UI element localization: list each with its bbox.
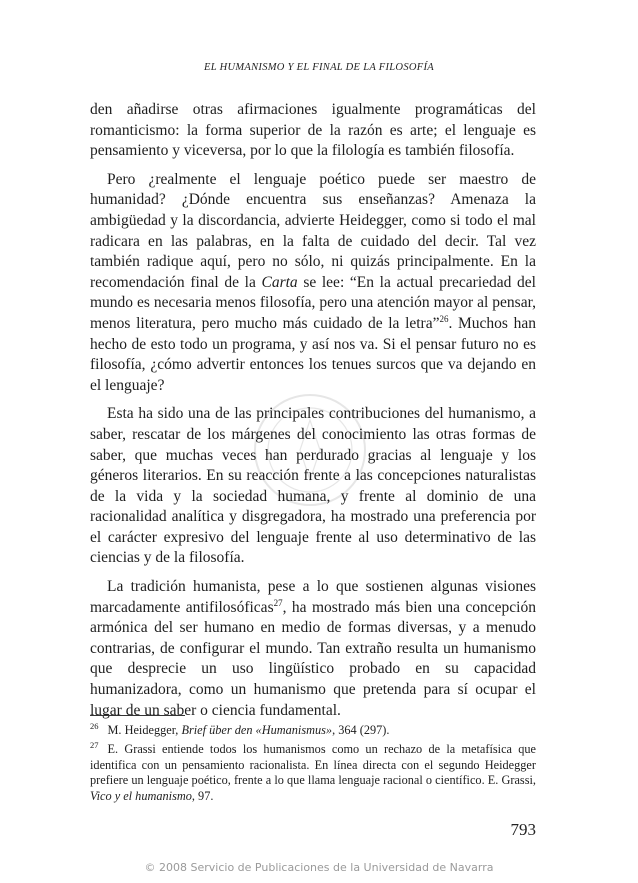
footnote-number: 26 xyxy=(90,720,99,731)
paragraph: La tradición humanista, pese a lo que sostienen algunas visiones marcadamente antifilosóficas$^{27}$, ha mostrado más bien una concepción armónica del ser humano en medio de formas diversas, y a menudo contrarias, de configurar el mundo. Tan extraño resulta un humanismo que desprecie un uso lingüístico probado en su capacidad humanizadora, como un humanismo que pretenda para sí ocupar el lugar de un saber o ciencia fundamental. xyxy=(90,578,536,719)
paragraph: Pero ¿realmente el lenguaje poético puede ser maestro de humanidad? ¿Dónde encuentra sus enseñanzas? Amenaza la ambigüedad y la discordancia, advierte Heidegger, como si todo el mal radicara en las palabras, en la falta de cuidado del decir. Tal vez también radique aquí, pero no sólo, ni quizás principalmente. En la recomendación final de la Carta se lee: “En la actual precariedad del mundo es necesaria menos filosofía, pero una atención mayor al pensar, menos literatura, pero mucho más cuidado de la letra”$^{26}$. Muchos han hecho de esto todo un programa, y así nos va. Si el pensar futuro no es filosofía, ¿cómo advertir entonces los tenues surcos que va dejando en el lenguaje? xyxy=(90,170,536,394)
footnote: $^{27}$ E. Grassi entiende todos los humanismos como un rechazo de la metafísica que identifica con un pensamiento racionalista. En línea directa con el segundo Heidegger prefiere un lenguaje poético, frente a lo que llama lenguaje racional o científico. E. Grassi, Vico y el humanismo, 97. xyxy=(90,740,536,803)
footnote-number: 27 xyxy=(90,740,99,751)
footnote-divider xyxy=(90,715,185,716)
footnote: $^{26}$ M. Heidegger, Brief über den «Humanismus», 364 (297). xyxy=(90,720,390,737)
italic-title: Carta xyxy=(261,273,298,291)
body-text xyxy=(90,100,536,729)
footnote-ref: 26 xyxy=(439,313,449,324)
running-head: EL HUMANISMO Y EL FINAL DE LA FILOSOFÍA xyxy=(204,62,434,73)
page-number: 793 xyxy=(510,820,536,839)
paragraph: Esta ha sido una de las principales contribuciones del humanismo, a saber, rescatar de los márgenes del conocimiento las otras formas de saber, que muchas veces han perdurado gracias al lenguaje y los géneros literarios. En su reacción frente a las concepciones naturalistas de la vida y la sociedad humana, y frente al dominio de una racionalidad analítica y disgregadora, ha mostrado una preferencia por el carácter expresivo del lenguaje frente al uso determinativo de las ciencias y de la filosofía. xyxy=(90,405,536,567)
copyright-notice: © 2008 Servicio de Publicaciones de la Universidad de Navarra xyxy=(144,861,494,874)
footnotes xyxy=(90,720,536,808)
paragraph: den añadirse otras afirmaciones igualmente programáticas del romanticismo: la forma superior de la razón es arte; el lenguaje es pensamiento y viceversa, por lo que la filología es también filosofía. xyxy=(90,101,536,160)
footnote-ref: 27 xyxy=(273,597,283,608)
